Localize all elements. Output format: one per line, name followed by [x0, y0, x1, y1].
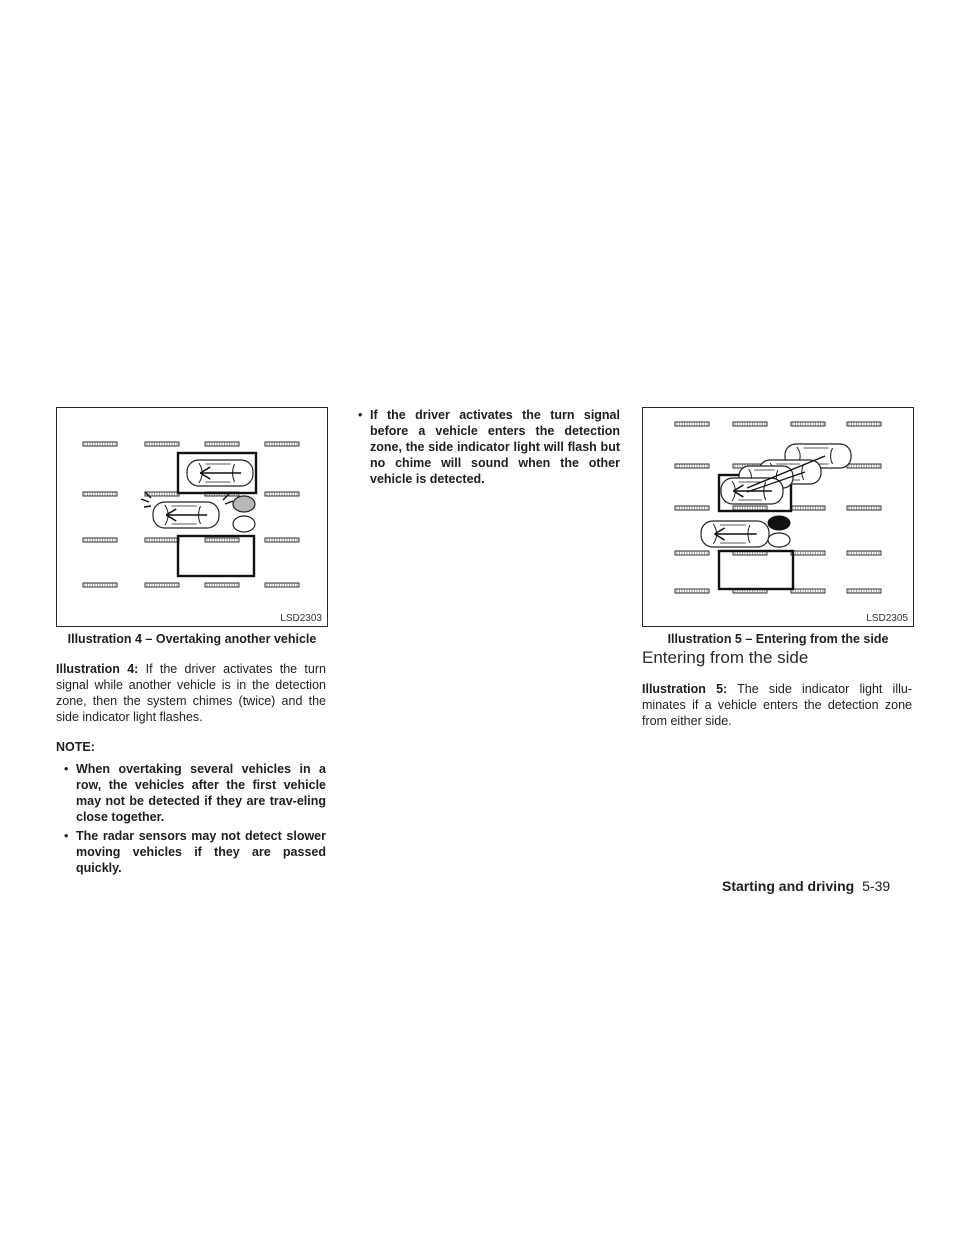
page-footer	[722, 878, 890, 894]
turn-signal-flash-mark	[225, 501, 233, 504]
side-indicator-light-off	[768, 533, 790, 547]
paragraph-text: The side indicator light illu-minates if a vehicle enters the detection zone from either side.	[642, 682, 913, 728]
side-indicator-light-off	[233, 516, 255, 532]
illustration-5-paragraph	[642, 681, 912, 729]
paragraph-text: If the driver activates the turn signal while another vehicle is in the detection zone, then the system chimes (twice) and the side indicator light flashes.	[56, 662, 326, 724]
turn-signal-flash-mark	[144, 506, 151, 507]
paragraph-label: Illustration 5:	[642, 682, 728, 696]
footer-section-title: Starting and driving	[722, 878, 855, 894]
bullet-text: When overtaking several vehicles in a row, the vehicles after the first vehicle may not be detected if they are trav-eling close together.	[76, 762, 326, 824]
bullet-dot: •	[64, 762, 69, 776]
bullet-text: If the driver activates the turn signal before a vehicle enters the detection zone, the side indicator light will flash but no chime will sound when the other vehicle is detected.	[370, 408, 620, 486]
detection-zone-box	[719, 551, 793, 589]
note-bullet-1	[64, 761, 326, 825]
figure-code: LSD2305	[866, 613, 908, 624]
side-indicator-light-lit	[233, 496, 255, 512]
illustration-5-caption: Illustration 5 – Entering from the side	[667, 632, 889, 646]
section-heading: Entering from the side	[642, 648, 809, 667]
middle-bullet-1	[358, 407, 620, 487]
illustration-5-diagram	[643, 408, 913, 626]
paragraph-label: Illustration 4:	[56, 662, 139, 676]
illustration-5-figure	[642, 407, 914, 627]
figure-code: LSD2303	[280, 613, 322, 624]
note-title: NOTE:	[56, 740, 95, 754]
illustration-4-caption: Illustration 4 – Overtaking another vehicle	[67, 632, 317, 646]
bullet-dot: •	[358, 408, 363, 422]
note-bullet-2	[64, 828, 326, 876]
illustration-4-paragraph	[56, 661, 326, 725]
illustration-4-figure	[56, 407, 328, 627]
bullet-text: The radar sensors may not detect slower moving vehicles if they are passed quickly.	[76, 829, 326, 875]
footer-page-number: 5-39	[862, 878, 891, 894]
illustration-4-diagram	[57, 408, 327, 626]
turn-signal-flash-mark	[141, 499, 149, 502]
bullet-dot: •	[64, 829, 69, 843]
side-indicator-light-lit	[768, 516, 790, 530]
